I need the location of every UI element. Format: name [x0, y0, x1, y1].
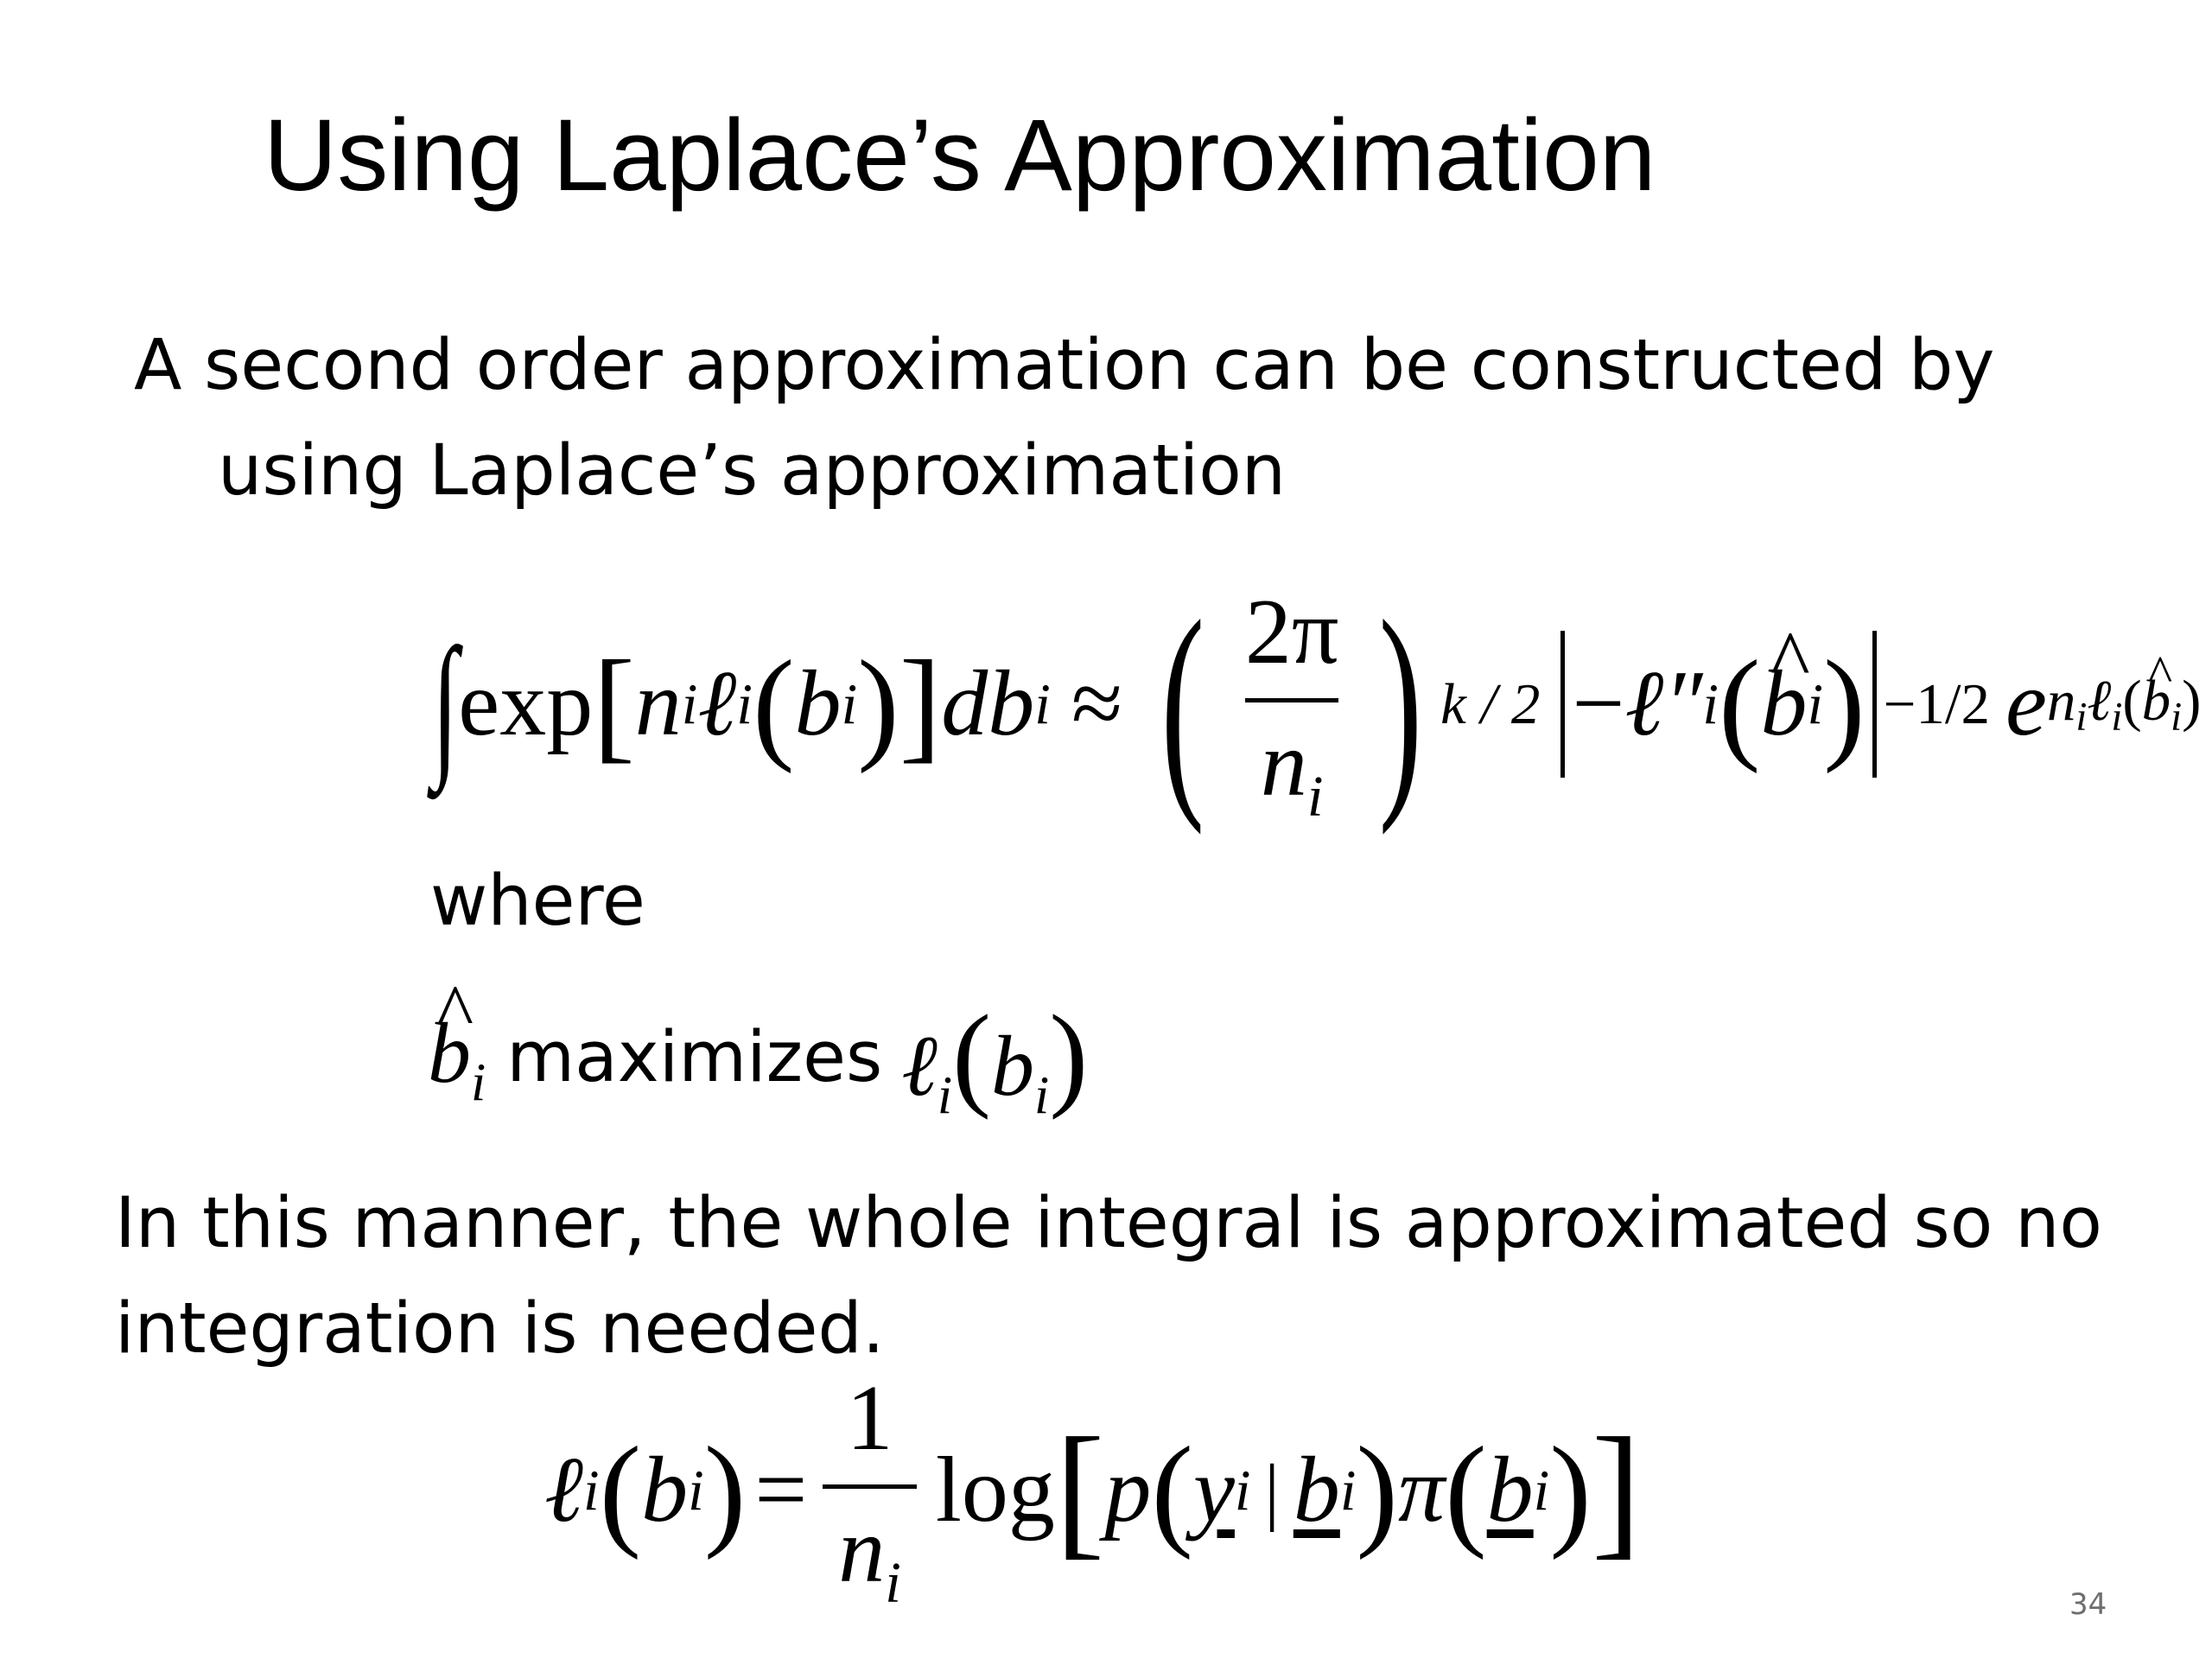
intro-text-line-2: using Laplace’s approximation	[218, 430, 1287, 512]
equals-sign: =	[754, 1439, 808, 1541]
conclusion-text-line-2: integration is needed.	[115, 1288, 885, 1370]
integral-sign: ∫	[432, 615, 459, 792]
maximizer-statement: ^ $b_i$ maximizes $\ell_i(b_i)$	[428, 989, 1088, 1128]
likelihood-definition-equation: ℓ i ( b i ) = $\frac{1}{n_i}$ log [ p ( y i | b i ) π ( b i ) ]	[544, 1366, 1642, 1615]
laplace-equation: ∫ exp [ n i ℓ i ( b i )] d b i ≈ ( $\frac{2\pi}{n_i}$ ) k / 2 − ℓ″ i ( ^ b i ) −1/2 e niℓi(^ bi)	[423, 566, 2201, 842]
abs-bar-left	[1560, 631, 1565, 778]
log-function: log	[935, 1439, 1055, 1541]
b-hat: ^ b	[428, 1003, 471, 1103]
exp-function: exp	[458, 652, 594, 755]
intro-text-line-1: A second order approximation can be constructed by	[134, 325, 1995, 406]
one-over-n-fraction: $\frac{1}{n_i}$	[823, 1365, 917, 1616]
exponential-exponent: niℓi(^ bi)	[2047, 668, 2202, 741]
conclusion-text-line-1: In this manner, the whole integral is approximated so no	[115, 1183, 2102, 1264]
b-hat: ^ b	[1760, 651, 1807, 758]
abs-bar-right	[1872, 631, 1877, 778]
maximizes-label: maximizes	[506, 1017, 883, 1099]
page-number: 34	[2069, 1587, 2107, 1622]
where-label: where	[430, 861, 645, 942]
slide-title: Using Laplace’s Approximation	[264, 99, 1656, 213]
approx-sign: ≈	[1071, 652, 1123, 755]
e-base: e	[2005, 652, 2047, 755]
exponent-k-over-2: k / 2	[1440, 671, 1541, 736]
exponent-minus-half: −1/2	[1883, 671, 1990, 736]
two-pi-over-n-fraction: $\frac{2\pi}{n_i}$	[1244, 580, 1339, 829]
